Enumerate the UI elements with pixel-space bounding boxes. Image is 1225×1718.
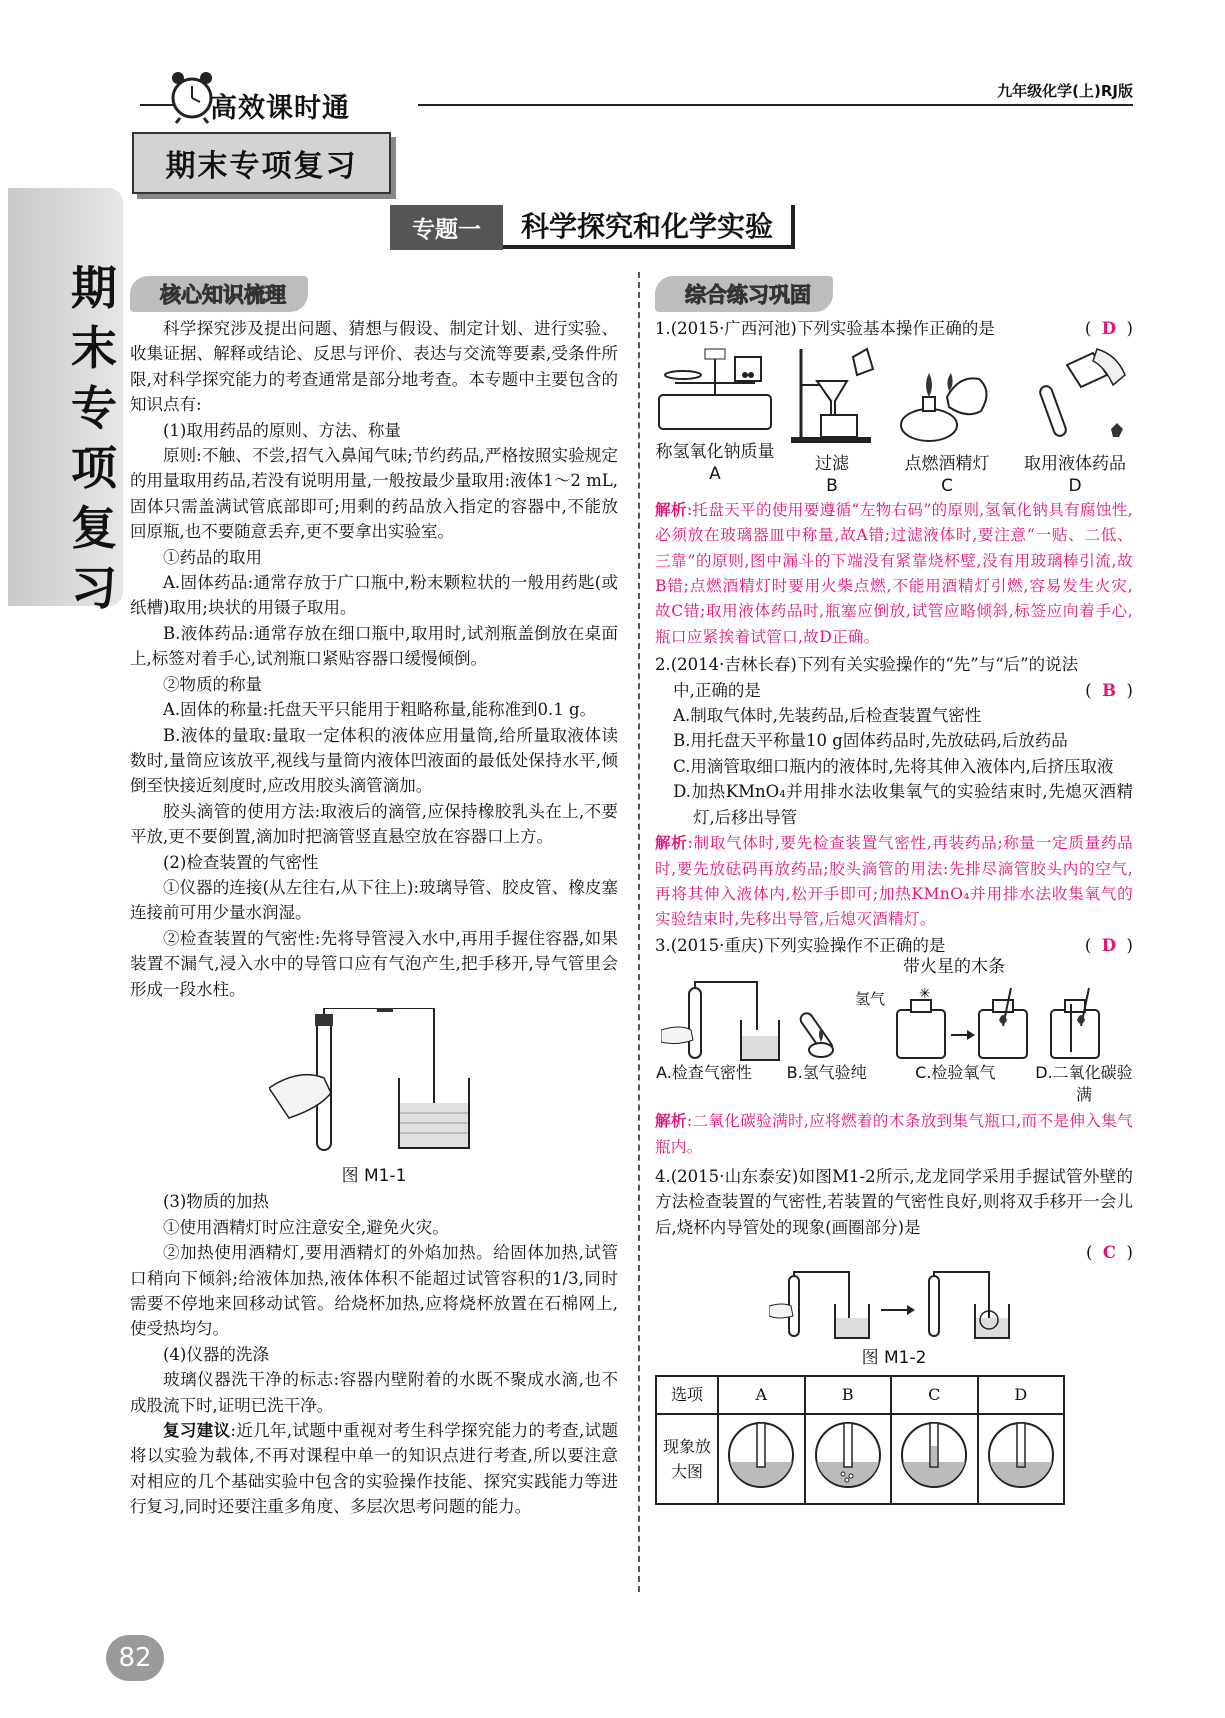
q1-answer: D [1101,319,1117,338]
q4-answer: C [1102,1243,1117,1263]
q1-answer-bracket: ( D ) [1084,319,1133,338]
para-advice [130,1418,618,1520]
q3-apparatus-illustration [661,980,1131,1062]
para-heat-1: ①使用酒精灯时应注意安全,避免火灾。 [163,1217,449,1237]
q4-answer-line: ( C ) [1085,1243,1133,1263]
para-liquid: B.液体药品:通常存放在细口瓶中,取用时,试剂瓶盖倒放在桌面上,标签对着手心,试剂瓶口紧贴容器口缓慢倾倒。 [130,623,618,669]
q2-expl-label: 解析 [655,833,688,853]
q4-apparatus-illustration [769,1270,1019,1340]
para-dropper: 胶头滴管的使用方法:取液后的滴管,应保持橡胶乳头在上,不要平放,更不要倒置,滴加时把滴管竖直悬空放在容器口上方。 [130,801,618,847]
q1-fig-b [787,345,877,496]
alarm-clock-icon [168,68,216,124]
figure-m1-2 [655,1270,1133,1369]
airtightness-apparatus-illustration [269,1008,479,1158]
q1-letter-c: C [941,475,953,496]
page-number: 82 [106,1635,164,1681]
brand-title: 高效课时通 [210,93,350,124]
q4-table-header-a: A [718,1376,805,1414]
q1-fig-c [889,345,1005,496]
q4-option-d-image [978,1414,1065,1504]
q1-label-a: 称氢氧化钠质量 [655,441,775,462]
q3-figures [655,958,1133,1108]
q1-label-b: 过滤 [815,453,849,474]
q1-fig-d [1017,345,1133,496]
q3-label-a: A.检查气密性 [656,1063,752,1083]
q4-table-header-c: C [891,1376,978,1414]
advice-text: :近几年,试题中重视对考生科学探究能力的考查,试题将以实验为载体,不再对课程中单一的知识点进行考查,所以要注意对相应的几个基础实验中包含的实验操作技能、探究实践能力等进行复习,同时还要注重多角度、多层次思考问题的能力。 [130,1421,618,1517]
left-column [130,316,618,1520]
para-weigh: A.固体的称量:托盘天平只能用于粗略称量,能称准到0.1 g。 [163,700,597,720]
para-heading-1: (1)取用药品的原则、方法、称量 [163,420,401,440]
phenomenon-c-illustration [899,1420,969,1490]
right-column [655,316,1133,1505]
q3-answer-bracket: ( D ) [1084,935,1133,955]
q1-label-c: 点燃酒精灯 [904,453,990,474]
q3-label-b: B.氢气验纯 [786,1063,867,1083]
topic-number: 专题一 [390,205,503,250]
grade-label: 九年级化学(上)RJ版 [997,82,1133,100]
para-principle: 原则:不触、不尝,招气入鼻闻气味;节约药品,严格按照实验规定的用量取用药品,若没有说明用量,一般按最少量取用:液体1～2 mL,固体只需盖满试管底部即可;用剩的药品放入指定的容器中,不能放回原瓶,也不要随意丢弃,更不要拿出实验室。 [130,446,618,542]
q4-table-header-b: B [805,1376,892,1414]
q2-option-a: A.制取气体时,先装药品,后检查装置气密性 [673,706,982,726]
q3-answer: D [1101,935,1117,955]
q1-expl-label: 解析 [655,499,687,519]
q2-stem-line [655,678,1133,703]
q3-splint-label: 带火星的木条 [903,957,1005,978]
para-airtight: ②检查装置的气密性:先将导管浸入水中,再用手握住容器,如果装置不漏气,浸入水中的导管口应有气泡产生,把手移开,导气管里会形成一段水柱。 [130,928,618,999]
para-measure: B.液体的量取:量取一定体积的液体应用量筒,给所量取液体读数时,量筒应该放平,视线与量筒内液体凹液面的最低处保持水平,倾倒至快接近刻度时,应改用胶头滴管滴加。 [130,725,618,796]
pour-liquid-illustration [1017,345,1133,445]
q3-expl-text: :二氧化碳验满时,应将燃着的木条放到集气瓶口,而不是伸入集气瓶内。 [655,1112,1133,1156]
q1-expl-text: :托盘天平的使用要遵循“左物右码”的原则,氢氧化钠具有腐蚀性,必须放在玻璃器皿中称量,故A错;过滤液体时,要注意“一贴、二低、三靠”的原则,图中漏斗的下端没有紧靠烧杯壁,没有用玻璃棒引流,故B错;点燃酒精灯时要用火柴点燃,不能用酒精灯引燃,容易发生火灾,故C错;取用液体药品时,瓶塞应倒放,试管应略倾斜,标签应向着手心,瓶口应紧挨着试管口,故D正确。 [655,500,1133,646]
q1-explanation [655,497,1133,650]
topic-name: 科学探究和化学实验 [503,205,795,249]
para-heading-4: (4)仪器的洗涤 [163,1344,269,1364]
side-tab-label: 期末专项复习 [71,261,117,615]
q4-options-table [655,1375,1065,1505]
q1-stem: 1.(2015·广西河池)下列实验基本操作正确的是 [655,319,995,338]
q1-letter-a: A [709,463,721,484]
q4-table-row-label: 现象放大图 [656,1414,718,1504]
q1-label-d: 取用液体药品 [1024,453,1126,474]
balance-scale-illustration [655,345,775,433]
q2-answer: B [1102,680,1117,700]
q1-stem-line [655,316,1133,341]
q2-answer-bracket: ( B ) [1085,680,1133,700]
figure-m1-1-caption: 图 M1-1 [341,1166,407,1187]
q3-explanation [655,1108,1133,1160]
q4-table-image-row [656,1414,1064,1504]
q3-hydrogen-label: 氢气 [855,990,886,1009]
q4-stem: 4.(2015·山东泰安)如图M1-2所示,龙龙同学采用手握试管外壁的方法检查装置的气密性,若装置的气密性良好,则将双手移开一会儿后,烧杯内导管处的现象(画圈部分)是 [655,1166,1133,1237]
para-sub-2: ②物质的称量 [163,674,262,694]
q3-label-d: D.二氧化碳验满 [1035,1063,1133,1105]
para-wash: 玻璃仪器洗干净的标志:容器内壁附着的水既不聚成水滴,也不成股流下时,证明已洗干净。 [130,1370,618,1415]
para-connect: ①仪器的连接(从左往右,从下往上):玻璃导管、胶皮管、橡皮塞连接前可用少量水润湿。 [130,877,618,923]
q1-figures [655,345,1133,496]
q1-letter-d: D [1068,475,1082,496]
q3-expl-label: 解析 [655,1111,687,1131]
phenomenon-a-illustration [726,1420,796,1490]
q2-stem-2: 中,正确的是 [673,680,761,700]
para-heading-2: (2)检查装置的气密性 [163,852,319,872]
q2-option-c: C.用滴管取细口瓶内的液体时,先将其伸入液体内,后挤压取液 [673,756,1114,776]
q4-option-b-image [805,1414,892,1504]
q3-labels [655,1062,1133,1106]
alcohol-lamp-illustration [889,345,1005,445]
q2-option-d: D.加热KMnO₄并用排水法收集氧气的实验结束时,先熄灭酒精灯,后移出导管 [673,782,1133,827]
para-heading-3: (3)物质的加热 [163,1192,269,1212]
q3-stem-line [655,933,1133,958]
right-heading: 综合练习巩固 [655,276,833,312]
para-heat-2: ②加热使用酒精灯,要用酒精灯的外焰加热。给固体加热,试管口稍向下倾斜;给液体加热,液体体积不能超过试管容积的1/3,同时需要不停地来回移动试管。给烧杯加热,应将烧杯放置在石棉网上,使受热均匀。 [130,1243,618,1339]
q2-stem-1: 2.(2014·吉林长春)下列有关实验操作的“先”与“后”的说法 [655,655,1079,675]
header-rule-right [418,104,1133,106]
left-heading: 核心知识梳理 [130,276,308,312]
q4-option-a-image [718,1414,805,1504]
q4-table-header-label: 选项 [656,1376,718,1414]
para-intro: 科学探究涉及提出问题、猜想与假设、制定计划、进行实验、收集证据、解释或结论、反思与评价、表达与交流等要素,受条件所限,对科学探究能力的考查通常是部分地考查。本专题中主要包含的知识点有: [130,319,618,415]
advice-label: 复习建议 [163,1421,231,1441]
phenomenon-b-illustration [813,1420,883,1490]
q2-expl-text: :制取气体时,要先检查装置气密性,再装药品;称量一定质量药品时,要先放砝码再放药品;胶头滴管的用法:先排尽滴管胶头内的空气,再将其伸入液体内,松开手即可;加热KMnO₄并用排水法收集氧气的实验结束时,先移出导管,后熄灭酒精灯。 [655,834,1134,929]
topic-banner [390,205,795,249]
column-divider [638,272,640,1592]
q3-stem: 3.(2015·重庆)下列实验操作不正确的是 [655,935,946,955]
q4-option-c-image [891,1414,978,1504]
q2-explanation [655,830,1133,933]
q3-label-c: C.检验氧气 [915,1063,996,1083]
q2-option-b: B.用托盘天平称量10 g固体药品时,先放砝码,后放药品 [673,731,1068,751]
para-solid: A.固体药品:通常存放于广口瓶中,粉末颗粒状的一般用药匙(或纸槽)取用;块状的用镊子取用。 [130,573,618,618]
q4-table-header-d: D [978,1376,1065,1414]
para-sub-1: ①药品的取用 [163,547,262,567]
svg-text:✳: ✳ [919,986,931,1003]
figure-m1-2-caption: 图 M1-2 [861,1347,927,1368]
phenomenon-d-illustration [986,1420,1056,1490]
q1-fig-a [655,345,775,496]
figure-m1-1 [130,1008,618,1187]
q4-table-header-row [656,1376,1064,1414]
filtration-illustration [787,345,877,445]
section-title: 期末专项复习 [132,132,391,194]
q1-letter-b: B [826,475,838,496]
